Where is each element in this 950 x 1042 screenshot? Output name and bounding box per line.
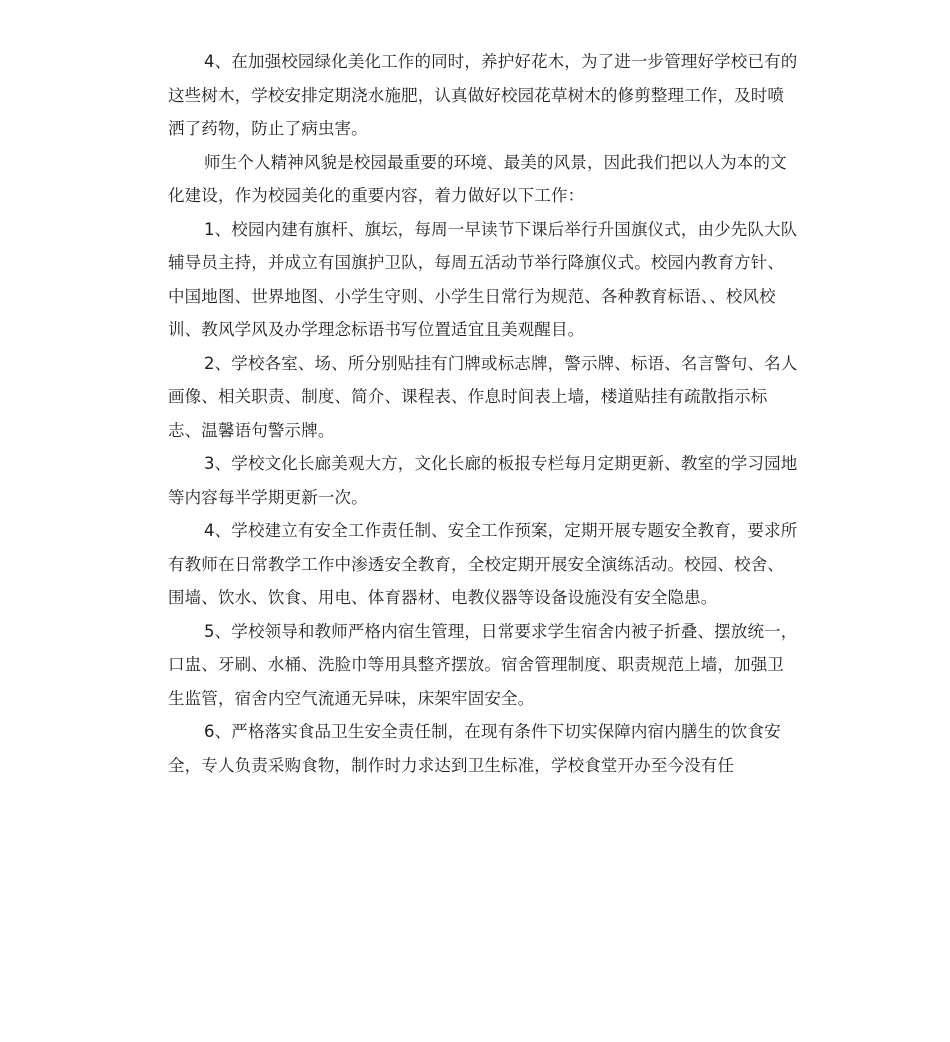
paragraph-flag-ceremony: 1、校园内建有旗杆、旗坛，每周一早读节下课后举行升国旗仪式，由少先队大队辅导员主持，并成立有国旗护卫队，每周五活动节举行降旗仪式。校园内教育方针、中国地图、世界地图、小学生守则、小学生日常行为规范、各种教育标语、、校风校训、教风学风及办学理念标语书写位置适宜且美观醒目。	[168, 219, 798, 339]
paragraph-culture-corridor: 3、学校文化长廊美观大方，文化长廊的板报专栏每月定期更新、教室的学习园地等内容每半学期更新一次。	[168, 454, 798, 507]
paragraph-safety: 4、学校建立有安全工作责任制、安全工作预案，定期开展专题安全教育，要求所有教师在日常教学工作中渗透安全教育，全校定期开展安全演练活动。校园、校舍、围墙、饮水、饮食、用电、体育器材、电教仪器等设备设施没有安全隐患。	[168, 521, 798, 607]
paragraph-food-safety: 6、严格落实食品卫生安全责任制，在现有条件下切实保障内宿内膳生的饮食安全，专人负责采购食物，制作时力求达到卫生标准，学校食堂开办至今没有任	[168, 722, 781, 775]
paragraph-dormitory: 5、学校领导和教师严格内宿生管理，日常要求学生宿舍内被子折叠、摆放统一，口盅、牙刷、水桶、洗脸巾等用具整齐摆放。宿舍管理制度、职责规范上墙，加强卫生监管，宿舍内空气流通无异味，床架牢固安全。	[168, 621, 798, 708]
document-body	[168, 45, 798, 782]
paragraph-signage: 2、学校各室、场、所分别贴挂有门牌或标志牌，警示牌、标语、名言警句、名人画像、相关职责、制度、简介、课程表、作息时间表上墙，楼道贴挂有疏散指示标志、温馨语句警示牌。	[168, 353, 798, 440]
paragraph-culture-intro: 师生个人精神风貌是校园最重要的环境、最美的风景，因此我们把以人为本的文化建设，作为校园美化的重要内容，着力做好以下工作：	[168, 152, 787, 205]
paragraph-greening: 4、在加强校园绿化美化工作的同时，养护好花木，为了进一步管理好学校已有的这些树木，学校安排定期浇水施肥，认真做好校园花草树木的修剪整理工作，及时喷洒了药物，防止了病虫害。	[168, 52, 798, 138]
